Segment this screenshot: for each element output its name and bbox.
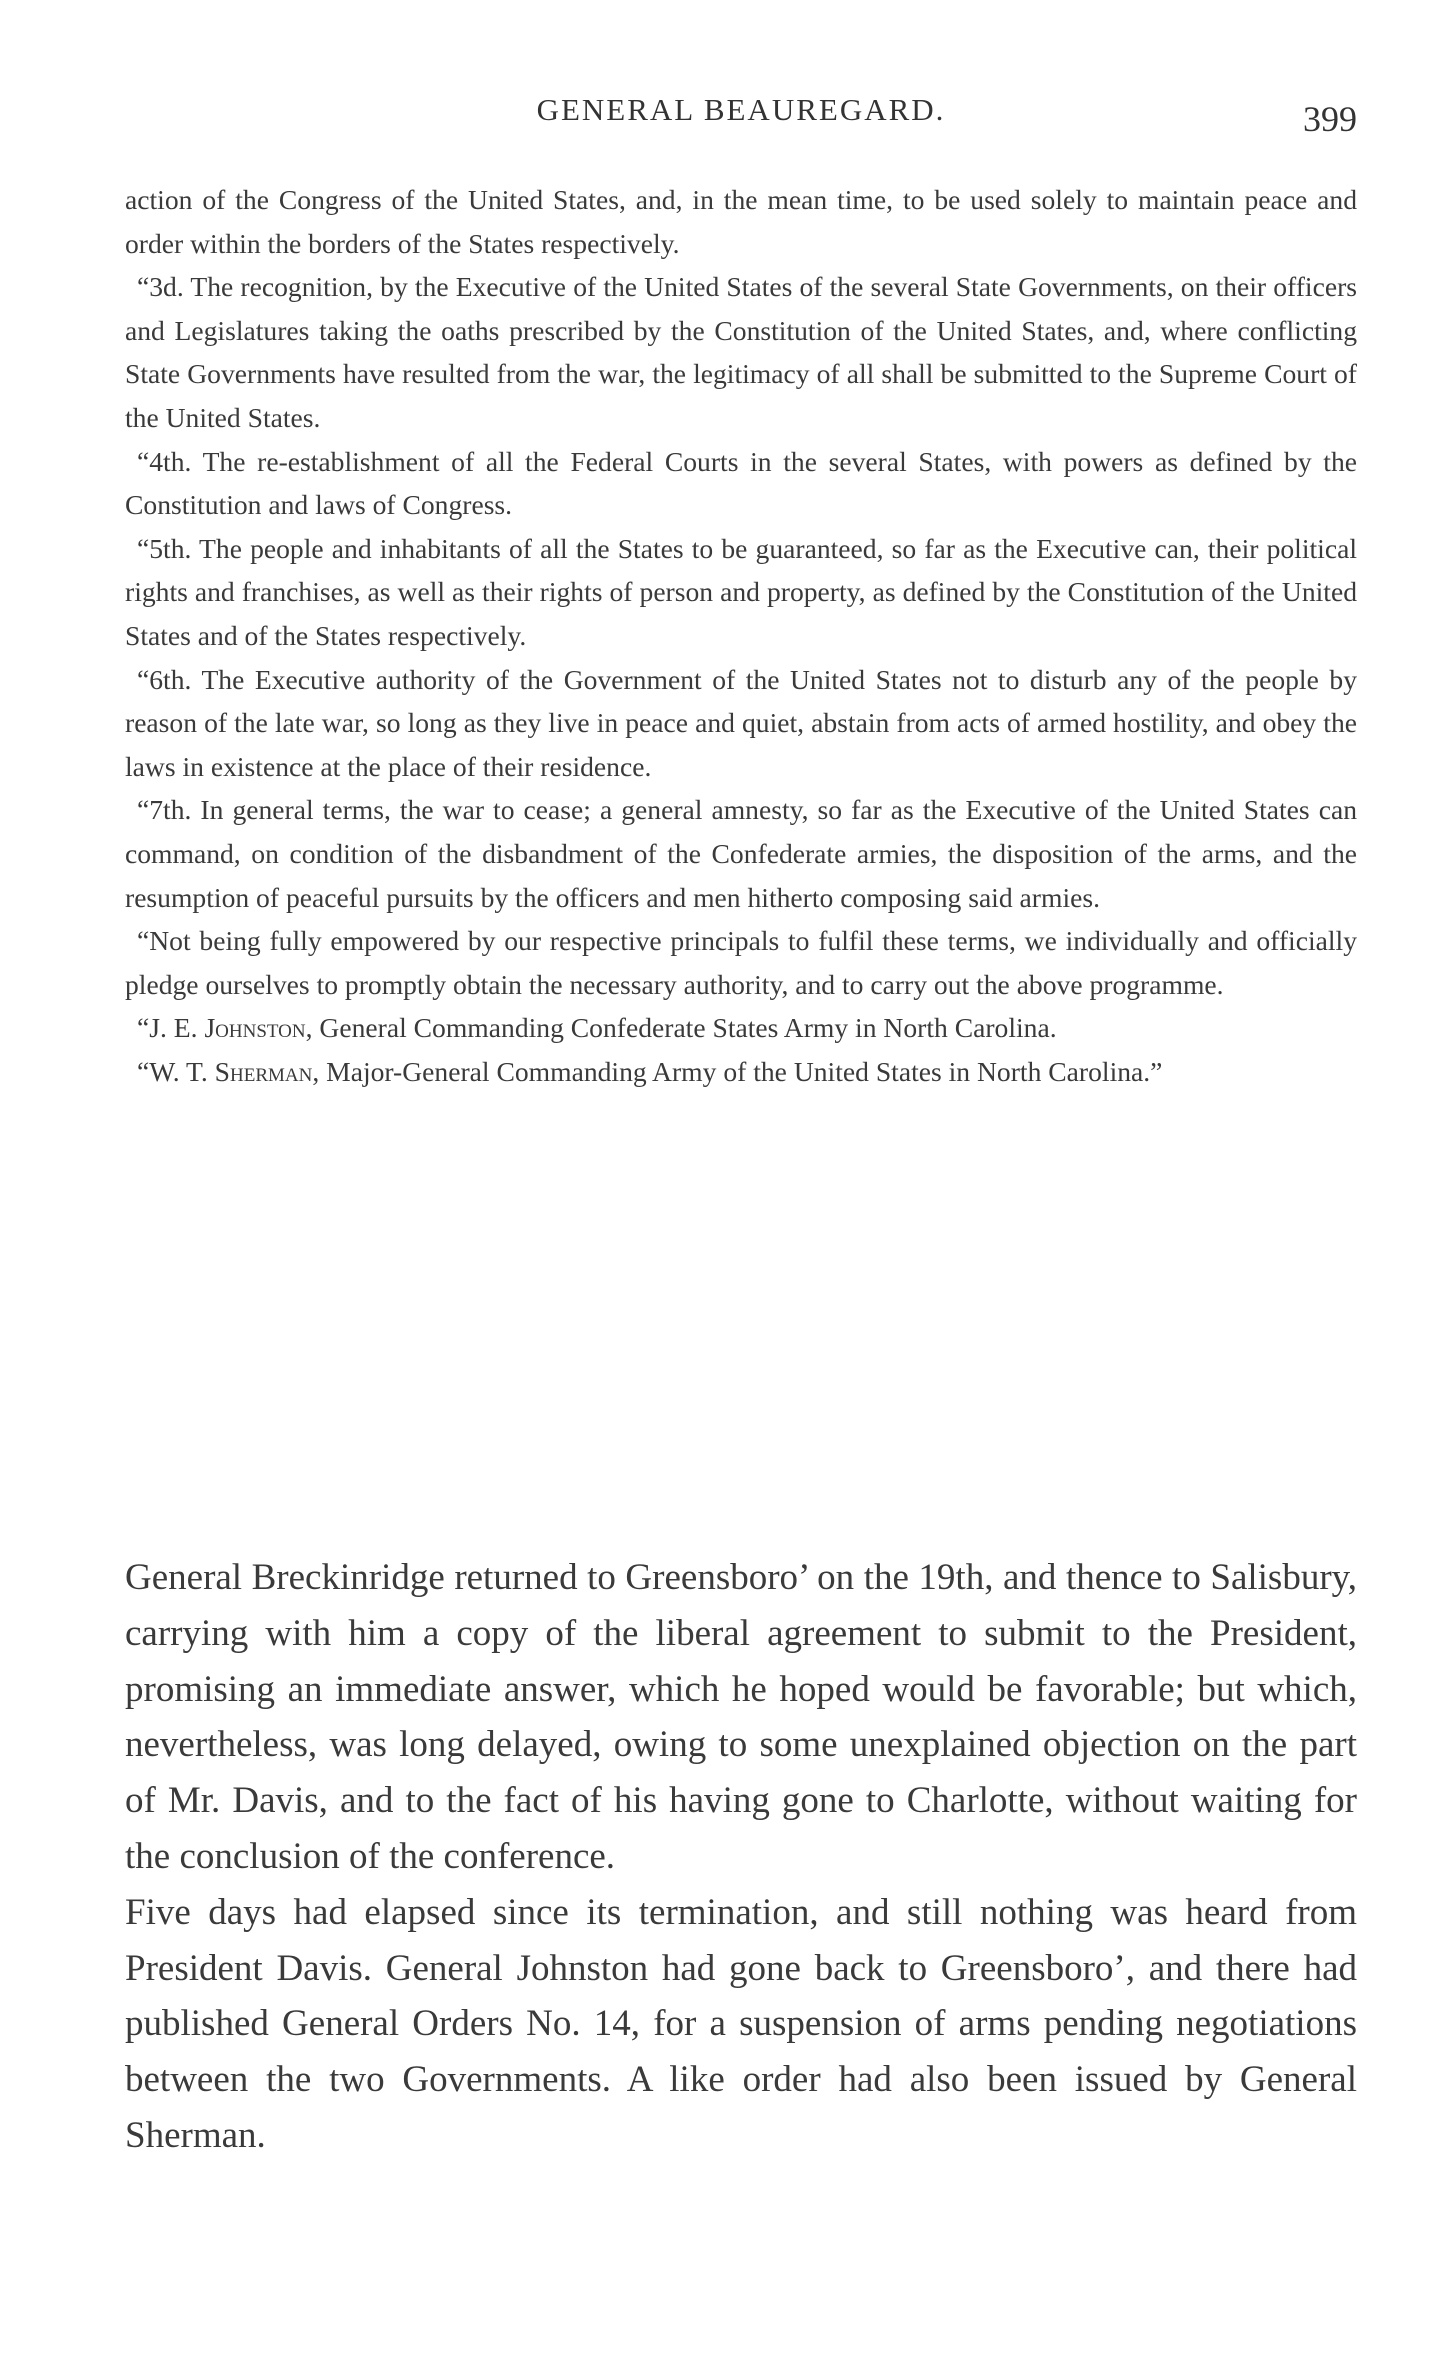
signature-prefix: “W. T. [137, 1055, 215, 1087]
signature-sherman [125, 1050, 1357, 1094]
running-head [125, 92, 1357, 142]
signatory-name: Johnston [204, 1012, 306, 1044]
body-paragraph: General Breckinridge returned to Greensboro’ on the 19th, and thence to Salisbury, carrying with him a copy of the liberal agreement to submit to the President, promising an immediate answer, which he hoped would be favorable; but which, nevertheless, was long delayed, owing to some unexplained objection on the part of Mr. Davis, and to the fact of his having gone to Charlotte, without waiting for the conclusion of the conference. [125, 1557, 1357, 1877]
running-title: GENERAL BEAUREGARD. [536, 92, 946, 127]
body-paragraph: Five days had elapsed since its termination, and still nothing was heard from President Davis. General Johnston had gone back to Greensboro’, and there had published General Orders No. 14, for a suspension of arms pending negotiations between the two Governments. A like order had also been issued by General Sherman. [125, 1891, 1357, 2156]
signatory-name: Sherman [214, 1055, 313, 1087]
signature-title: , Major-General Commanding Army of the United States in North Carolina.” [312, 1055, 1163, 1087]
page-number: 399 [1303, 99, 1357, 139]
agreement-item-4: “4th. The re-establishment of all the Federal Courts in the several States, with powers as defined by the Constitution and laws of Congress. [125, 445, 1357, 521]
body-text [125, 1550, 1357, 2164]
signature-johnston [125, 1006, 1357, 1050]
quoted-agreement [125, 178, 1357, 1093]
agreement-item-3: “3d. The recognition, by the Executive of the United States of the several State Governments, on their officers and Legislatures taking the oaths prescribed by the Constitution of the United States, and, where conflicting State Governments have resulted from the war, the legitimacy of all shall be submitted to the Supreme Court of the United States. [125, 271, 1357, 433]
signature-title: , General Commanding Confederate States Army in North Carolina. [305, 1012, 1057, 1044]
agreement-item-6: “6th. The Executive authority of the Government of the United States not to disturb any of the people by reason of the late war, so long as they live in peace and quiet, abstain from acts of armed hostility, and obey the laws in existence at the place of their residence. [125, 663, 1357, 782]
agreement-item-5: “5th. The people and inhabitants of all the States to be guaranteed, so far as the Executive can, their political rights and franchises, as well as their rights of person and property, as defined by the Constitution of the United States and of the States respectively. [125, 532, 1357, 651]
agreement-item-7: “7th. In general terms, the war to cease; a general amnesty, so far as the Executive of the United States can command, on condition of the disbandment of the Confederate armies, the disposition of the arms, and the resumption of peaceful pursuits by the officers and men hitherto composing said armies. [125, 794, 1357, 913]
signature-prefix: “J. E. [137, 1012, 205, 1044]
agreement-paragraph: action of the Congress of the United States, and, in the mean time, to be used solely to maintain peace and order within the borders of the States respectively. [125, 184, 1357, 259]
agreement-pledge: “Not being fully empowered by our respective principals to fulfil these terms, we individually and officially pledge ourselves to promptly obtain the necessary authority, and to carry out the above programme. [125, 925, 1357, 1000]
